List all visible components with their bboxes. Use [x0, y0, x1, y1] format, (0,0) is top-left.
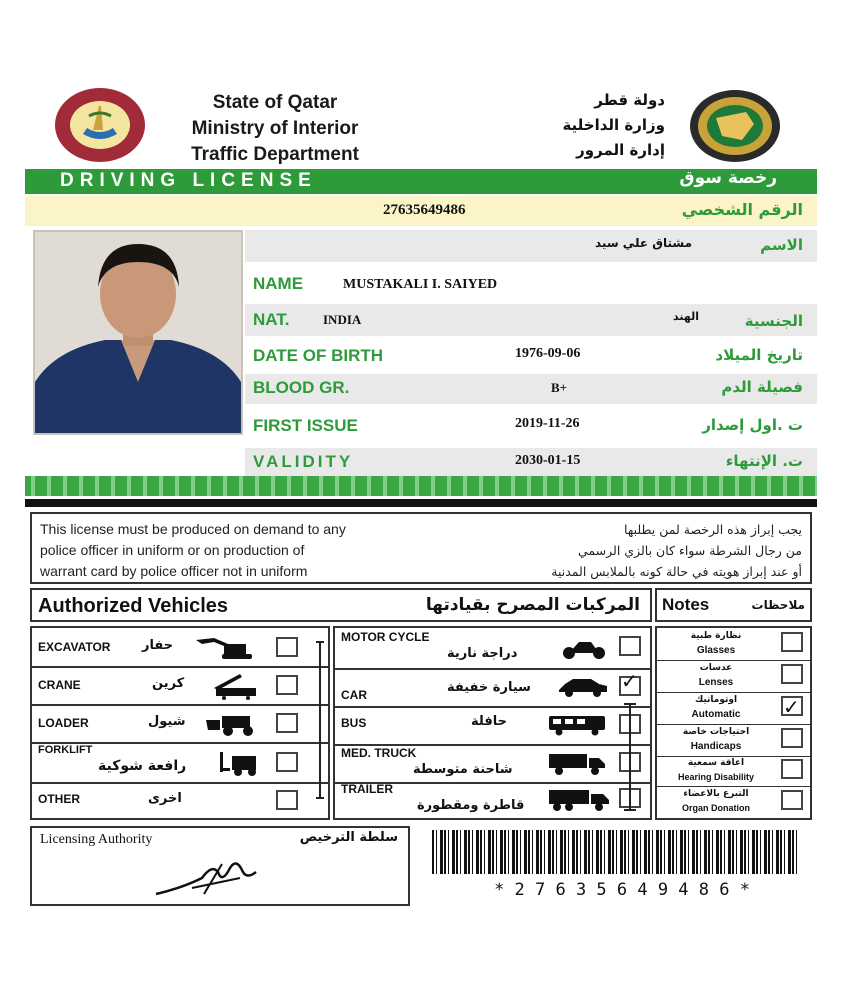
- vehicle-label: MED. TRUCK: [341, 746, 417, 760]
- vehicle-label-ar: شاحنة متوسطة: [413, 762, 513, 777]
- vehicle-row: [335, 668, 650, 708]
- vehicle-checkbox[interactable]: [276, 675, 298, 695]
- vehicle-row: [32, 666, 328, 706]
- holder-photo: [33, 230, 243, 435]
- forklift-icon: [218, 750, 264, 781]
- vehicle-row: [335, 706, 650, 746]
- vehicle-row: [335, 782, 650, 818]
- truck-icon: [547, 752, 607, 781]
- column-bracket: [620, 702, 640, 812]
- holder-name: MUSTAKALI I. SAIYED: [343, 277, 498, 292]
- note-label: Glasses: [696, 645, 736, 656]
- note-label: Organ Donation: [682, 803, 750, 813]
- header-line-ar: إدارة المرور: [576, 141, 665, 159]
- crane-icon: [210, 672, 262, 705]
- vehicle-row: [32, 704, 328, 744]
- notice-arabic: [462, 519, 802, 582]
- dob-row: [245, 340, 817, 372]
- note-row: [657, 756, 810, 787]
- vehicle-label: TRAILER: [341, 782, 393, 796]
- notice-box: [30, 512, 812, 584]
- checkmark-icon: ✓: [621, 671, 638, 693]
- bus-icon: [547, 714, 607, 741]
- vehicle-label-ar: سيارة خفيفة: [447, 680, 531, 695]
- signature-icon: [152, 854, 262, 905]
- licensing-authority-label: Licensing Authority: [40, 832, 153, 847]
- vehicle-row: [32, 628, 328, 668]
- vehicle-label-ar: دراجة نارية: [447, 646, 518, 661]
- license-back: [30, 512, 812, 907]
- barcode: [432, 830, 800, 874]
- note-label-ar: احتياجات خاصة: [682, 727, 750, 737]
- notice-line-ar: أو عند إبراز هويته في حالة كونه بالملابس المدنية: [551, 564, 802, 579]
- note-row: [657, 660, 810, 693]
- header-line-ar: وزارة الداخلية: [562, 116, 665, 134]
- first-issue-label: FIRST ISSUE: [253, 416, 358, 435]
- nationality-ar: الهند: [673, 310, 700, 323]
- vehicle-row: [32, 742, 328, 784]
- motorcycle-icon: [561, 636, 607, 665]
- vehicles-header: [30, 588, 652, 622]
- column-bracket: [314, 640, 332, 800]
- name-label: NAME: [253, 274, 304, 293]
- notes-header: [655, 588, 812, 622]
- vehicle-checkbox[interactable]: [276, 637, 298, 657]
- vehicle-label-ar: اخرى: [148, 791, 182, 806]
- header-line: Traffic Department: [191, 144, 359, 165]
- notes-column: [655, 626, 812, 820]
- nationality-label-ar: الجنسية: [744, 312, 803, 330]
- vehicle-label: CAR: [341, 688, 367, 702]
- barcode-number: * 2 7 6 3 5 6 4 9 4 8 6 *: [494, 880, 750, 900]
- licensing-authority-box: [30, 826, 410, 906]
- vehicle-label-ar: قاطرة ومقطورة: [417, 798, 525, 813]
- vehicle-label-ar: حافلة: [471, 714, 507, 729]
- holder-name-ar: مشتاق علي سيد: [595, 236, 692, 250]
- vehicle-label: BUS: [341, 716, 367, 730]
- blood-group-row: [245, 374, 817, 404]
- vehicle-label-ar: حفار: [142, 638, 174, 653]
- licensing-authority-label-ar: سلطة الترخيص: [299, 830, 398, 845]
- note-label: Automatic: [691, 709, 741, 720]
- notice-line-ar: من رجال الشرطة سواء كان بالزي الرسمي: [578, 543, 802, 558]
- note-checkbox[interactable]: [781, 759, 803, 779]
- notice-line: police officer in uniform or on production of: [40, 542, 305, 558]
- vehicle-label: MOTOR CYCLE: [341, 630, 430, 644]
- note-row: [657, 724, 810, 757]
- dob-label: DATE OF BIRTH: [253, 346, 384, 365]
- vehicle-row: [32, 782, 328, 818]
- header-arabic: [495, 88, 665, 163]
- note-label: Hearing Disability: [677, 772, 755, 782]
- vehicle-checkbox[interactable]: [619, 636, 641, 656]
- vehicle-row: [335, 628, 650, 670]
- vehicle-label: EXCAVATOR: [38, 640, 111, 654]
- notice-english: [40, 519, 480, 582]
- name-ar-row: [245, 230, 817, 262]
- vehicle-column-middle: [333, 626, 652, 820]
- first-issue-label-ar: ت .اول إصدار: [702, 416, 803, 434]
- vehicles-title-ar: المركبات المصرح بقيادتها: [425, 595, 640, 615]
- card-divider: [25, 499, 817, 507]
- license-title: DRIVING LICENSE: [60, 170, 317, 191]
- vehicle-label-ar: كرين: [152, 676, 185, 691]
- trailer-icon: [547, 788, 611, 817]
- validity-label-ar: ت. الإنتهاء: [725, 452, 803, 470]
- note-checkbox[interactable]: [781, 632, 803, 652]
- vehicle-label-ar: رافعة شوكية: [98, 758, 187, 774]
- blood-group-label-ar: فصيلة الدم: [721, 378, 803, 396]
- decorative-border: [25, 476, 817, 496]
- vehicle-row: [335, 744, 650, 784]
- vehicle-checkbox[interactable]: [276, 713, 298, 733]
- personal-number-label-ar: الرقم الشخصي: [681, 200, 803, 219]
- dob-label-ar: تاريخ الميلاد: [715, 346, 803, 364]
- vehicle-label: FORKLIFT: [38, 744, 93, 756]
- note-label-ar: اوتوماتيك: [694, 695, 738, 705]
- license-front: [25, 78, 817, 498]
- validity-row: [245, 448, 817, 476]
- vehicle-label: OTHER: [38, 792, 80, 806]
- header-english: [155, 90, 395, 168]
- first-issue-date: 2019-11-26: [515, 416, 580, 431]
- qatar-emblem-icon: [53, 86, 147, 164]
- name-label-ar: الاسم: [760, 236, 803, 254]
- header-line: Ministry of Interior: [191, 118, 359, 139]
- vehicle-column-left: [30, 626, 330, 820]
- vehicle-label: LOADER: [38, 716, 89, 730]
- note-checkbox[interactable]: [781, 728, 803, 748]
- blood-group: B+: [551, 380, 568, 395]
- note-row: [657, 786, 810, 818]
- nationality: INDIA: [323, 312, 362, 327]
- note-row: [657, 628, 810, 661]
- note-label-ar: عدسات: [699, 663, 733, 673]
- gcc-emblem-icon: [688, 88, 782, 164]
- notice-line-ar: يجب إبراز هذه الرخصة لمن يطلبها: [624, 522, 802, 537]
- vehicle-checkbox[interactable]: [276, 790, 298, 810]
- note-label: Handicaps: [690, 741, 742, 752]
- notice-line: warrant card by police officer not in uniform: [40, 563, 308, 579]
- header-line: State of Qatar: [212, 92, 338, 113]
- car-icon: [557, 676, 609, 703]
- note-checkbox[interactable]: [781, 664, 803, 684]
- first-issue-row: [245, 410, 817, 442]
- vehicle-checkbox[interactable]: [276, 752, 298, 772]
- notes-title: Notes: [662, 595, 710, 614]
- note-label-ar: نظارة طبية: [690, 631, 742, 641]
- nationality-row: [245, 304, 817, 336]
- excavator-icon: [194, 636, 256, 665]
- blood-group-label: BLOOD GR.: [253, 378, 350, 397]
- checkmark-icon: ✓: [783, 697, 800, 719]
- note-checkbox[interactable]: [781, 790, 803, 810]
- date-of-birth: 1976-09-06: [515, 346, 581, 361]
- personal-number: 27635649486: [383, 202, 466, 218]
- license-title-ar: رخصة سوق: [679, 168, 777, 188]
- note-label-ar: اعاقة سمعية: [687, 758, 745, 768]
- notes-title-ar: ملاحظات: [751, 598, 805, 612]
- nationality-label: NAT.: [253, 310, 290, 329]
- note-label: Lenses: [698, 677, 734, 688]
- notice-line: This license must be produced on demand to any: [40, 521, 346, 537]
- personal-number-row: [25, 196, 817, 226]
- note-label-ar: التبرع بالاعضاء: [683, 789, 749, 799]
- header-line-ar: دولة قطر: [594, 91, 665, 109]
- loader-icon: [204, 712, 262, 741]
- vehicles-title: Authorized Vehicles: [38, 595, 229, 617]
- validity-label: VALIDITY: [253, 452, 354, 471]
- note-row: [657, 692, 810, 725]
- vehicle-label: CRANE: [38, 678, 81, 692]
- title-band: [25, 169, 817, 194]
- vehicle-label-ar: شيول: [148, 714, 186, 729]
- validity-date: 2030-01-15: [515, 453, 581, 468]
- name-row: [245, 268, 817, 300]
